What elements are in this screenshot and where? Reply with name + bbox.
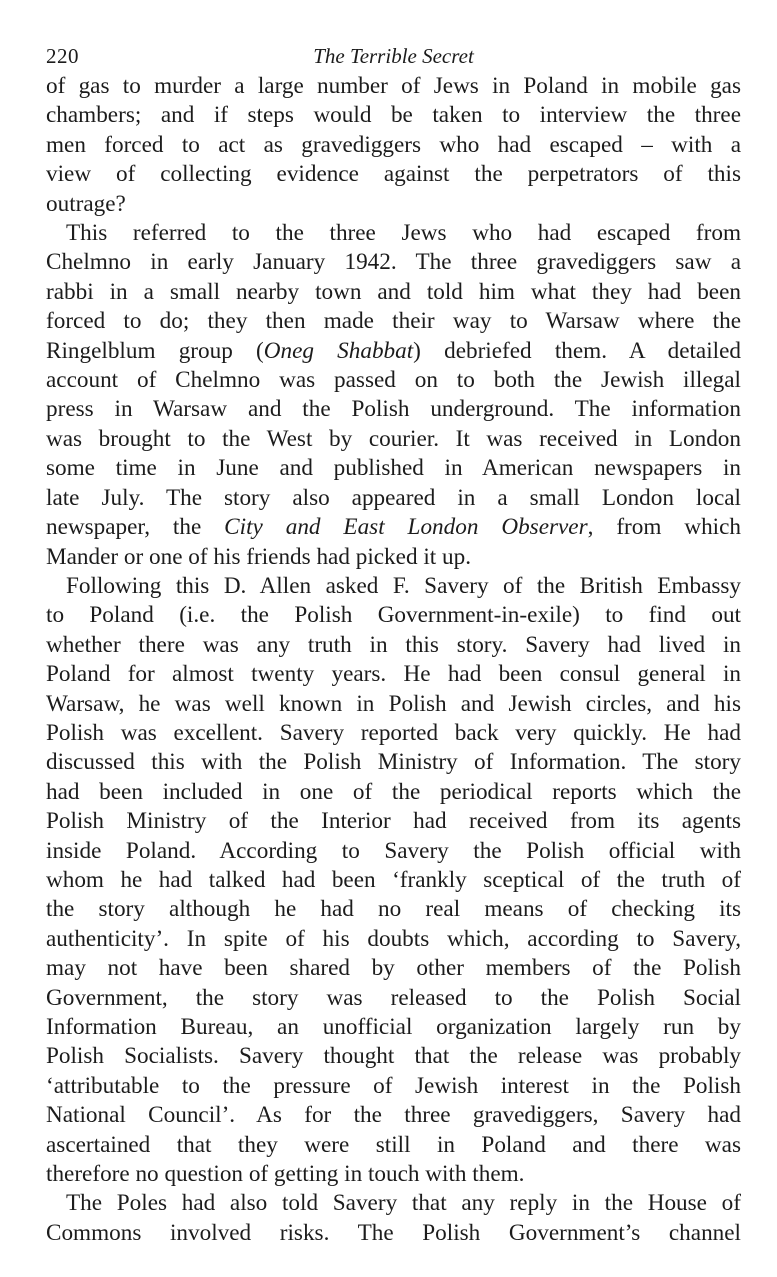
text-line: to Poland (i.e. the Polish Government-in-exile) to find out [46, 602, 741, 629]
text-line: whether there was any truth in this story. Savery had lived in [46, 631, 741, 658]
text-line: Commons involved risks. The Polish Government’s channel [46, 1219, 741, 1246]
italic-title: Oneg Shabbat [263, 337, 414, 364]
body-text [46, 72, 741, 1248]
text-line: late July. The story also appeared in a small London local [46, 484, 741, 511]
text-line: Polish was excellent. Savery reported back very quickly. He had [46, 719, 741, 746]
text-line: Government, the story was released to the Polish Social [46, 984, 741, 1011]
text-line: Mander or one of his friends had picked it up. [46, 543, 471, 570]
text-line: the story although he had no real means of checking its [46, 896, 741, 923]
running-head [46, 38, 741, 72]
text-line: press in Warsaw and the Polish underground. The information [46, 396, 741, 423]
text-line: some time in June and published in American newspapers in [46, 455, 741, 482]
text-line: account of Chelmno was passed on to both the Jewish illegal [46, 367, 741, 394]
text-line: ‘attributable to the pressure of Jewish interest in the Polish [46, 1072, 741, 1099]
text-line: Polish Ministry of the Interior had received from its agents [46, 808, 741, 835]
paragraph-2 [46, 219, 741, 572]
text-line: Warsaw, he was well known in Polish and Jewish circles, and his [46, 690, 741, 717]
text-line: This referred to the three Jews who had escaped from [66, 220, 741, 247]
text-line: outrage? [46, 190, 126, 217]
text-line: view of collecting evidence against the perpetrators of this [46, 161, 741, 188]
text-line: authenticity’. In spite of his doubts which, according to Savery, [46, 925, 741, 952]
text-line: may not have been shared by other members of the Polish [46, 955, 741, 982]
text-line: Chelmno in early January 1942. The three gravediggers saw a [46, 249, 741, 276]
text-line: inside Poland. According to Savery the Polish official with [46, 837, 741, 864]
text-line: National Council’. As for the three gravediggers, Savery had [46, 1102, 741, 1129]
text-line: The Poles had also told Savery that any reply in the House of [66, 1190, 741, 1217]
text-line: Polish Socialists. Savery thought that the release was probably [46, 1043, 741, 1070]
text-line: of gas to murder a large number of Jews in Poland in mobile gas [46, 73, 741, 99]
page-number: 220 [46, 44, 79, 68]
text-line: Following this D. Allen asked F. Savery of the British Embassy [66, 572, 741, 599]
text-line: therefore no question of getting in touch with them. [46, 1161, 525, 1188]
text-line: men forced to act as gravediggers who had escaped – with a [46, 131, 741, 158]
paragraph-3 [46, 572, 741, 1190]
text-line: had been included in one of the periodical reports which the [46, 778, 741, 805]
text-line: whom he had talked had been ‘frankly sceptical of the truth of [46, 866, 741, 893]
text-line: chambers; and if steps would be taken to interview the three [46, 102, 741, 129]
paragraph-4 [46, 1189, 741, 1248]
text-line: Poland for almost twenty years. He had been consul general in [46, 661, 741, 688]
text-line: Information Bureau, an unofficial organization largely run by [46, 1014, 741, 1040]
italic-title: City and East London Observer [224, 514, 588, 541]
running-title: The Terrible Secret [313, 44, 474, 68]
text-line: Ringelblum group (Oneg Shabbat) debriefed them. A detailed [46, 337, 741, 364]
paragraph-1 [46, 72, 741, 219]
text-line: newspaper, the City and East London Observer, from which [46, 514, 741, 541]
text-line: forced to do; they then made their way to Warsaw where the [46, 308, 741, 335]
text-line: discussed this with the Polish Ministry of Information. The story [46, 749, 741, 776]
text-line: ascertained that they were still in Poland and there was [46, 1131, 741, 1158]
text-line: was brought to the West by courier. It was received in London [46, 425, 741, 452]
text-line: rabbi in a small nearby town and told him what they had been [46, 278, 741, 305]
